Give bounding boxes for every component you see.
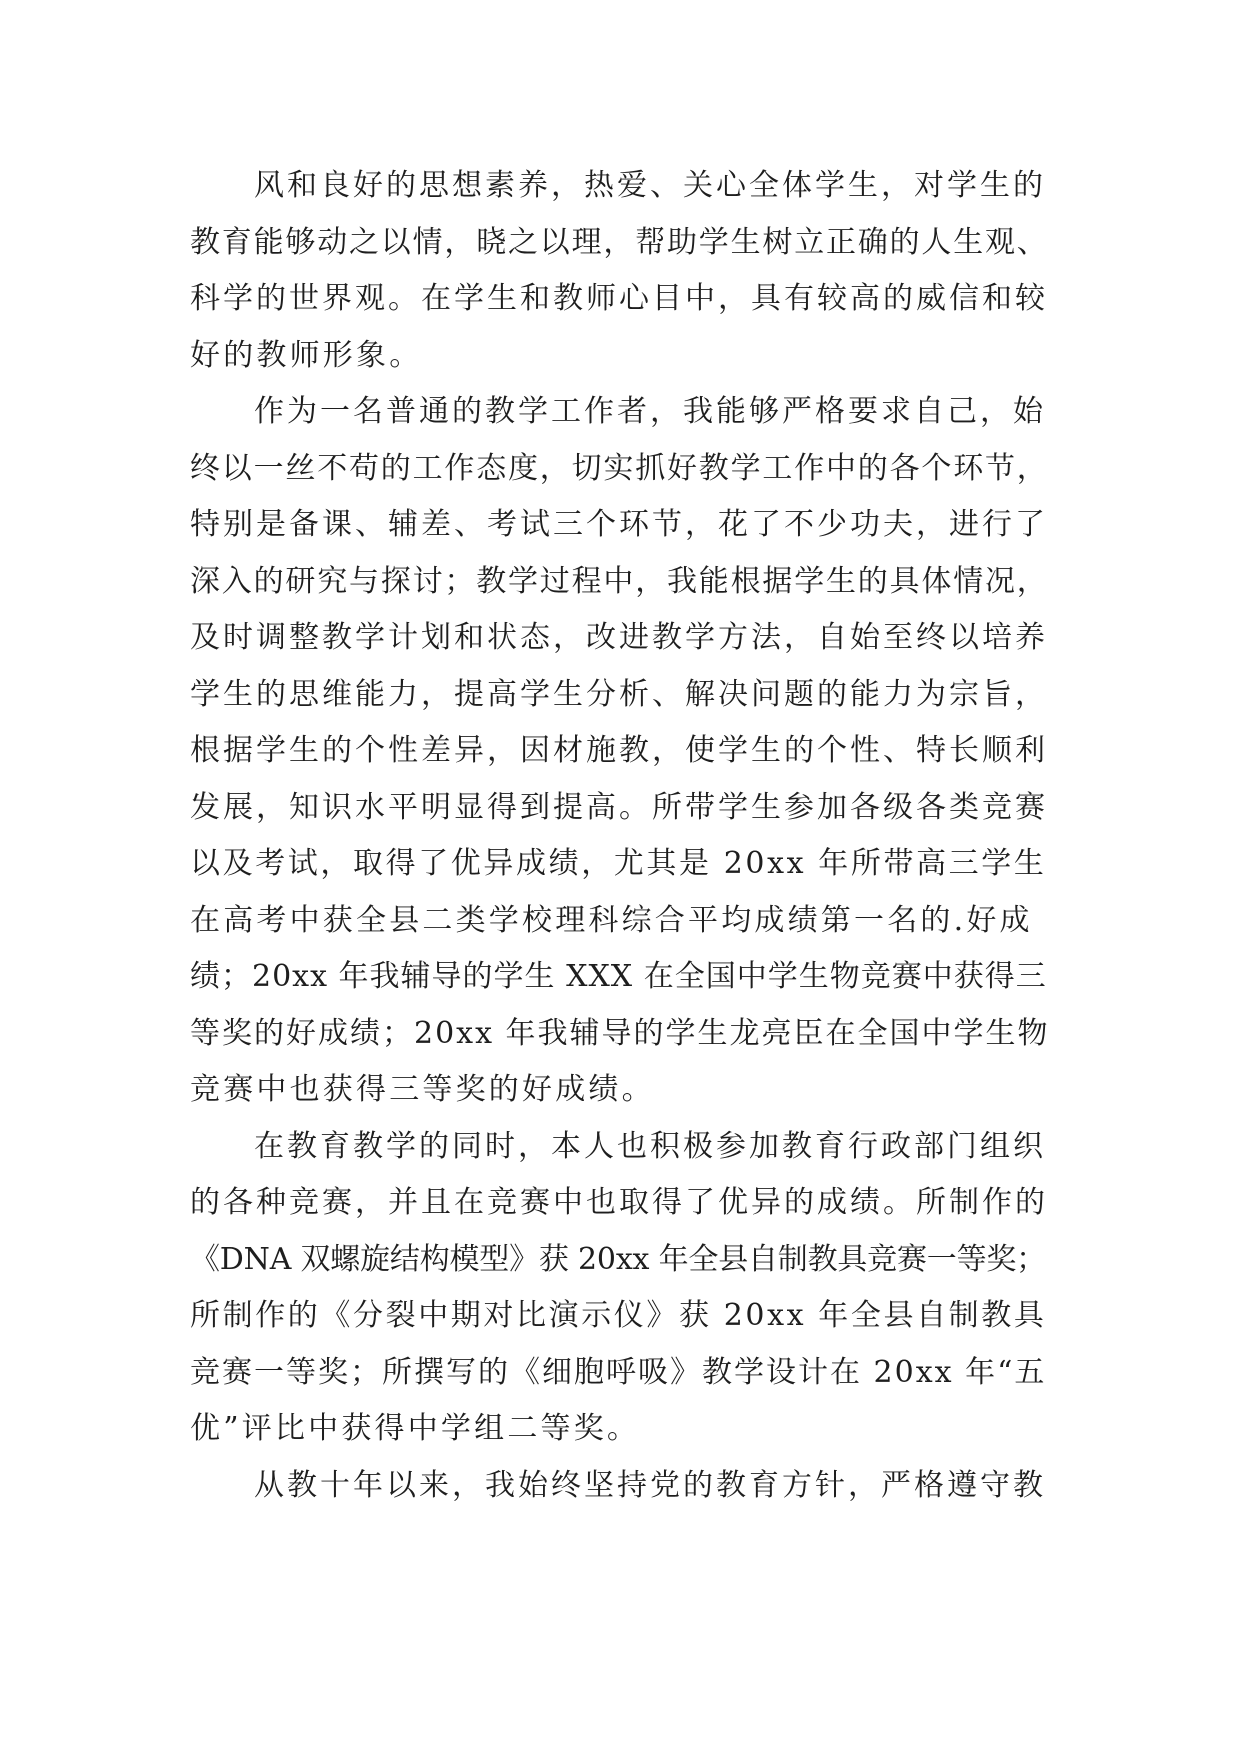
paragraph-first-line: 在教育教学的同时，本人也积极参加教育行政部门组织 — [254, 1128, 1046, 1164]
text-line: 科学的世界观。在学生和教师心目中，具有较高的威信和较 — [190, 281, 1048, 316]
text-line: 绩；20xx 年我辅导的学生 XXX 在全国中学生物竞赛中获得三 — [190, 959, 1047, 994]
text-line: 教育能够动之以情，晓之以理，帮助学生树立正确的人生观、 — [190, 224, 1049, 260]
text-line: 的各种竞赛，并且在竞赛中也取得了优异的成绩。所制作的 — [190, 1185, 1048, 1220]
text-line: 在高考中获全县二类学校理科综合平均成绩第一名的.好成 — [190, 902, 1033, 938]
text-line: 所制作的《分裂中期对比演示仪》获 20xx 年全县自制教具 — [190, 1298, 1047, 1333]
text-line: 等奖的好成绩；20xx 年我辅导的学生龙亮臣在全国中学生物 — [190, 1015, 1050, 1051]
text-line: 终以一丝不苟的工作态度，切实抓好教学工作中的各个环节， — [190, 450, 1049, 486]
text-line: 根据学生的个性差异，因材施教，使学生的个性、特长顺利 — [190, 733, 1048, 768]
text-line: 发展，知识水平明显得到提高。所带学生参加各级各类竞赛 — [190, 789, 1048, 825]
text-line: 好的教师形象。 — [190, 337, 423, 373]
text-line: 特别是备课、辅差、考试三个环节，花了不少功夫，进行了 — [190, 507, 1048, 542]
text-line: 深入的研究与探讨；教学过程中，我能根据学生的具体情况， — [190, 563, 1049, 599]
paragraph-first-line: 风和良好的思想素养，热爱、关心全体学生，对学生的 — [254, 168, 1046, 203]
paragraph-first-line: 作为一名普通的教学工作者，我能够严格要求自己，始 — [254, 394, 1046, 429]
text-line: 学生的思维能力，提高学生分析、解决问题的能力为宗旨， — [190, 676, 1048, 712]
text-line: 及时调整教学计划和状态，改进教学方法，自始至终以培养 — [190, 620, 1048, 655]
text-line: 《DNA 双螺旋结构模型》获 20xx 年全县自制教具竞赛一等奖； — [190, 1241, 1046, 1277]
text-line: 以及考试，取得了优异成绩，尤其是 20xx 年所带高三学生 — [190, 846, 1047, 881]
paragraph-first-line: 从教十年以来，我始终坚持党的教育方针，严格遵守教 — [254, 1467, 1046, 1503]
text-line: 竞赛一等奖；所撰写的《细胞呼吸》教学设计在 20xx 年“五 — [190, 1354, 1047, 1390]
document-body — [190, 158, 1050, 1514]
text-line: 竞赛中也获得三等奖的好成绩。 — [190, 1072, 655, 1107]
text-line: 优”评比中获得中学组二等奖。 — [190, 1411, 641, 1446]
